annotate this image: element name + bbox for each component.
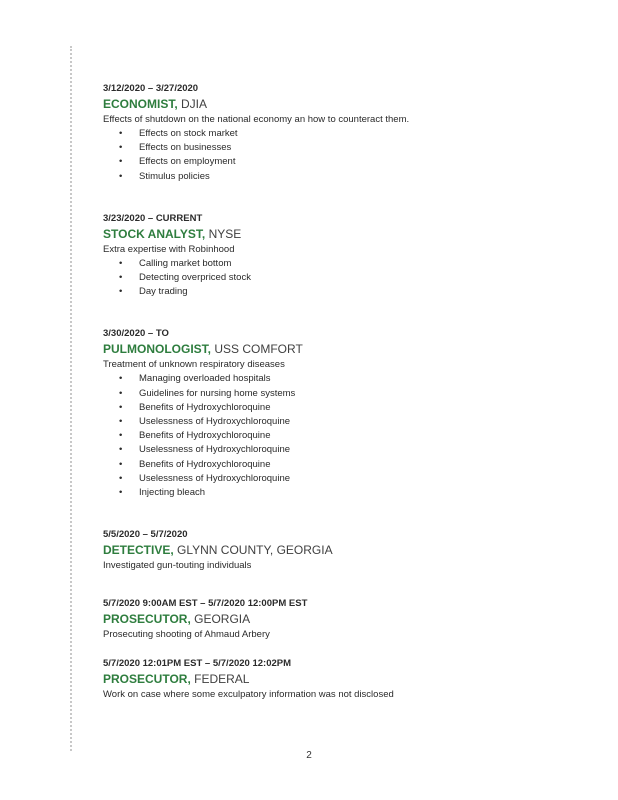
- entry-role: [103, 226, 543, 242]
- entry-role: [103, 96, 543, 112]
- margin-dotted-rule: [70, 46, 72, 751]
- entry-org: GLYNN COUNTY, GEORGIA: [173, 543, 333, 558]
- entry-description: Work on case where some exculpatory information was not disclosed: [103, 689, 394, 701]
- entry-date: 3/30/2020 – TO: [103, 328, 169, 340]
- list-item: • Uselessness of Hydroxychloroquine: [115, 415, 543, 429]
- entry-title: DETECTIVE,: [103, 543, 174, 558]
- entry-title: PROSECUTOR,: [103, 672, 191, 687]
- entry-title: PULMONOLOGIST,: [103, 342, 211, 357]
- list-item: • Calling market bottom: [115, 257, 543, 271]
- entry-date: 5/7/2020 9:00AM EST – 5/7/2020 12:00PM EST: [103, 598, 308, 610]
- list-item: • Effects on employment: [115, 155, 543, 169]
- list-item: • Managing overloaded hospitals: [115, 372, 543, 386]
- experience-entry-prosecutor-georgia: [103, 597, 543, 642]
- entry-bullet-list: [103, 127, 543, 184]
- experience-entry-pulmonologist: [103, 327, 543, 500]
- list-item: • Effects on businesses: [115, 141, 543, 155]
- entry-org: NYSE: [205, 226, 242, 241]
- entry-date: 3/23/2020 – CURRENT: [103, 212, 203, 224]
- entry-description: Investigated gun-touting individuals: [103, 560, 252, 572]
- entry-description: Treatment of unknown respiratory diseases: [103, 359, 285, 371]
- list-item: • Uselessness of Hydroxychloroquine: [115, 472, 543, 486]
- entry-org: DJIA: [177, 97, 208, 111]
- experience-entry-prosecutor-federal: [103, 657, 543, 702]
- list-item: • Effects on stock market: [115, 127, 543, 141]
- list-item: • Detecting overpriced stock: [115, 271, 543, 285]
- entry-role: [103, 671, 543, 687]
- entry-date: 5/5/2020 – 5/7/2020: [103, 529, 188, 541]
- entry-role: [103, 611, 543, 627]
- list-item: • Benefits of Hydroxychloroquine: [115, 401, 543, 415]
- list-item: • Guidelines for nursing home systems: [115, 387, 543, 401]
- list-item: • Benefits of Hydroxychloroquine: [115, 429, 543, 443]
- list-item: • Injecting bleach: [115, 486, 543, 500]
- list-item: • Day trading: [115, 285, 543, 299]
- list-item: • Stimulus policies: [115, 170, 543, 184]
- entry-role: [103, 542, 543, 558]
- entry-title: STOCK ANALYST,: [103, 226, 206, 241]
- entry-bullet-list: [103, 372, 543, 500]
- entry-date: 3/12/2020 – 3/27/2020: [103, 83, 199, 94]
- list-item: • Uselessness of Hydroxychloroquine: [115, 443, 543, 457]
- entry-title: ECONOMIST,: [103, 97, 178, 111]
- experience-section: [103, 82, 543, 702]
- entry-org: GEORGIA: [190, 612, 251, 627]
- entry-title: PROSECUTOR,: [103, 612, 191, 627]
- entry-org: FEDERAL: [190, 672, 250, 687]
- entry-role: [103, 341, 543, 357]
- list-item: • Benefits of Hydroxychloroquine: [115, 458, 543, 472]
- experience-entry-stock-analyst: [103, 212, 543, 300]
- entry-description: Effects of shutdown on the national economy an how to counteract them.: [103, 114, 410, 125]
- page-number: 2: [306, 750, 312, 761]
- entry-org: USS COMFORT: [211, 342, 303, 357]
- entry-description: Prosecuting shooting of Ahmaud Arbery: [103, 629, 270, 641]
- entry-date: 5/7/2020 12:01PM EST – 5/7/2020 12:02PM: [103, 658, 292, 670]
- experience-entry-economist: [103, 82, 543, 184]
- entry-bullet-list: [103, 257, 543, 300]
- experience-entry-detective: [103, 528, 543, 573]
- entry-description: Extra expertise with Robinhood: [103, 243, 235, 255]
